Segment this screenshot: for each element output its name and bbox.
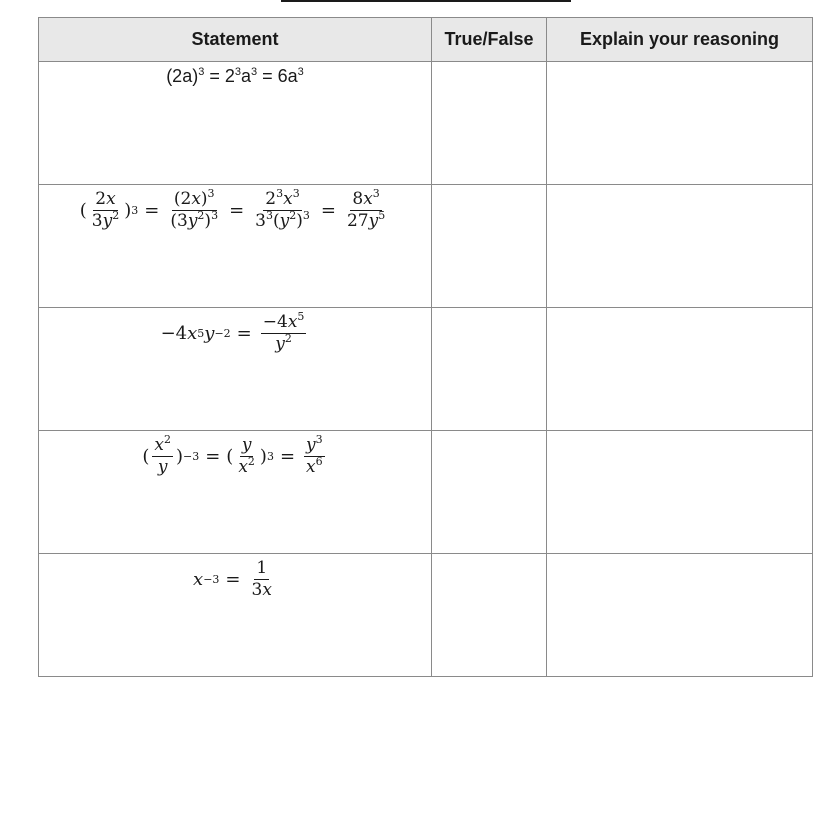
statement-text: x −3 = $\frac{1}{3x}$ [193, 558, 272, 600]
title-underline [281, 0, 571, 2]
true-false-cell[interactable] [432, 431, 547, 554]
reasoning-cell[interactable] [547, 431, 813, 554]
table-row [39, 62, 813, 185]
statement-text: $(2a)^3 = 2^3a^3 = 6a^3$ [166, 66, 304, 86]
header-true-false: True/False [432, 18, 547, 62]
header-reasoning: Explain your reasoning [547, 18, 813, 62]
reasoning-cell[interactable] [547, 554, 813, 677]
statement-text: −4 x 5 y −2 = $\frac{-4x^5}{y^2}$ [160, 310, 305, 354]
statement-cell [39, 431, 432, 554]
statement-cell [39, 554, 432, 677]
true-false-cell[interactable] [432, 554, 547, 677]
true-false-cell[interactable] [432, 185, 547, 308]
statement-cell [39, 308, 432, 431]
reasoning-cell[interactable] [547, 62, 813, 185]
table-row [39, 308, 813, 431]
true-false-cell[interactable] [432, 308, 547, 431]
table-row [39, 431, 813, 554]
statements-table [38, 17, 813, 677]
true-false-cell[interactable] [432, 62, 547, 185]
reasoning-cell[interactable] [547, 185, 813, 308]
statement-text: ( $\frac{x^2}{y}$ ) −3 = ( $\frac{y}{x^2}$ ) 3 = $\frac{y^3}{x^6}$ [142, 433, 323, 477]
table-row [39, 554, 813, 677]
header-row [39, 18, 813, 62]
reasoning-cell[interactable] [547, 308, 813, 431]
statement-cell [39, 185, 432, 308]
statement-cell [39, 62, 432, 185]
header-statement: Statement [39, 18, 432, 62]
statement-text: ( $\frac{2x}{3y^2}$ ) 3 = $\frac{(2x)^3}{(3y^2)^3}$ = $\frac{2^3x^3}{3^3(y^2)^3}$ = $\frac{8x^3}{27y^5}$ [79, 187, 386, 231]
table-row [39, 185, 813, 308]
